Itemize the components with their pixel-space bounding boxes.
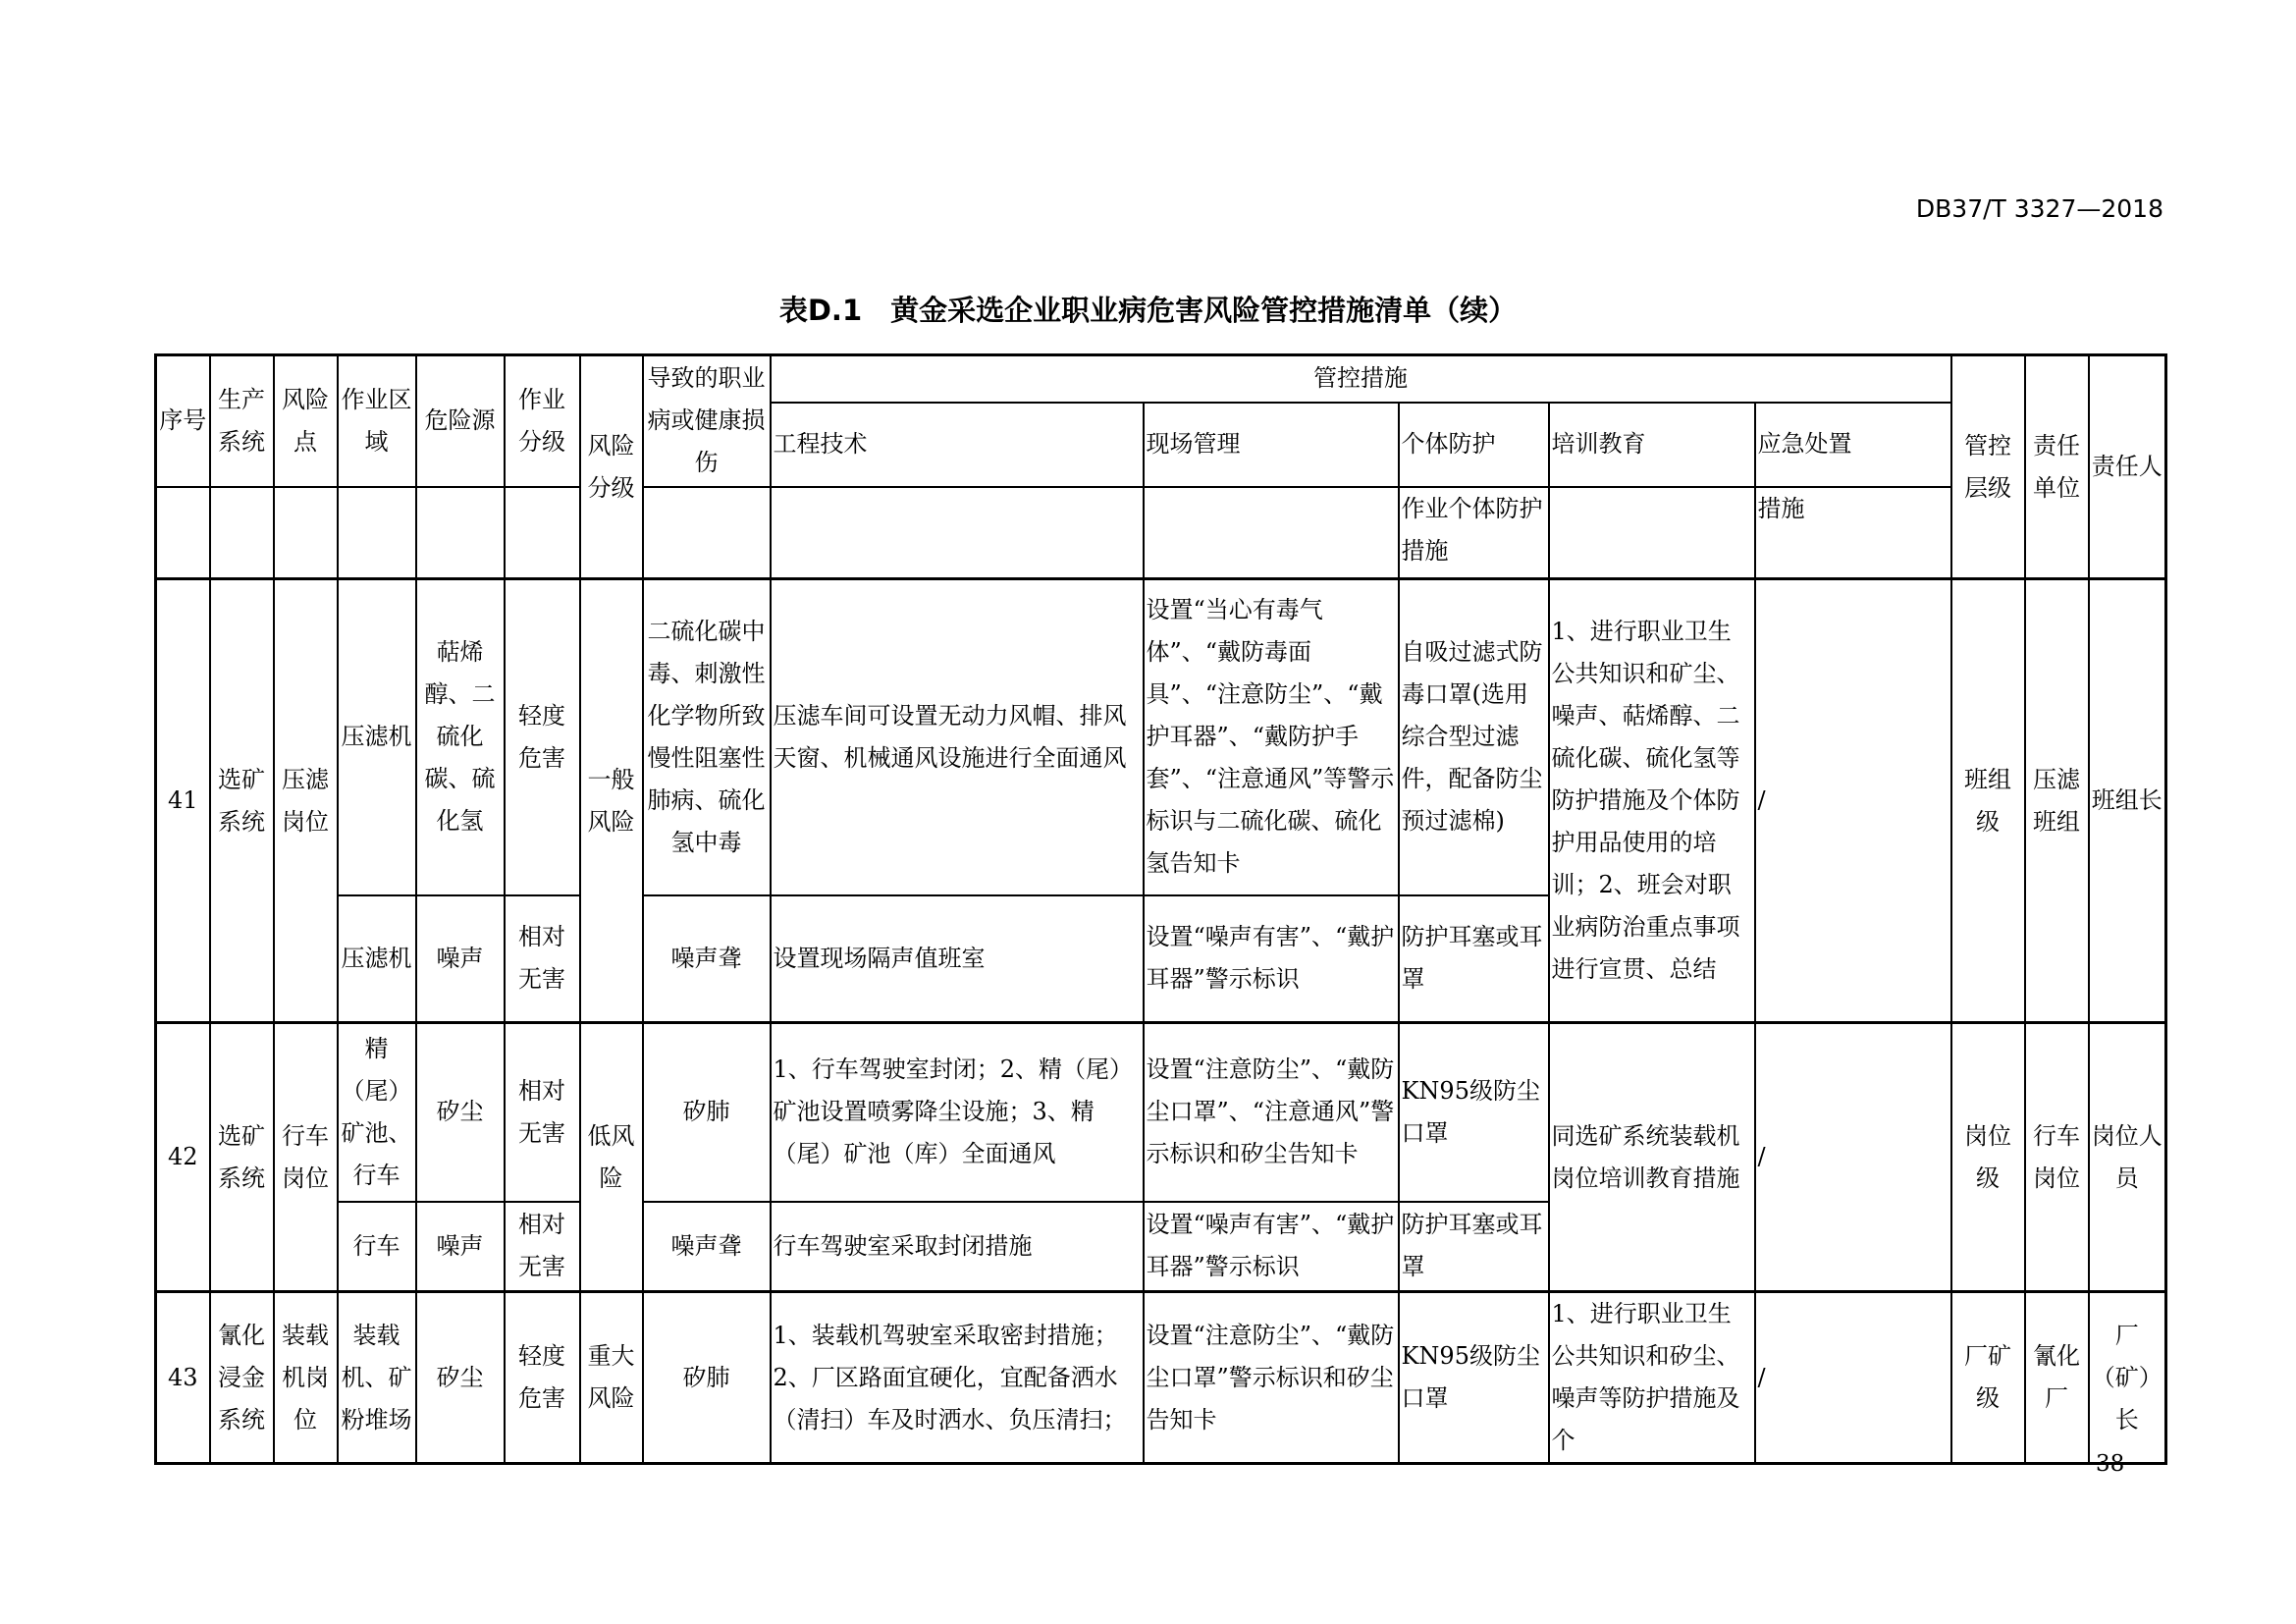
row-work-area: 压滤机 [338,579,416,895]
row-hazard: 噪声 [416,1202,505,1292]
row-work-grade: 轻度危害 [505,579,580,895]
header-blank [771,487,1144,579]
header-engineering: 工程技术 [771,403,1144,487]
row-hazard: 矽尘 [416,1023,505,1202]
header-ppe: 个体防护 [1399,403,1549,487]
header-blank [1549,487,1755,579]
header-blank [1144,487,1399,579]
row-ppe: 防护耳塞或耳罩 [1399,895,1549,1023]
row-training: 同选矿系统装载机岗位培训教育措施 [1549,1023,1755,1292]
row-engineering: 行车驾驶室采取封闭措施 [771,1202,1144,1292]
row-site: 设置“噪声有害”、“戴护耳器”警示标识 [1144,1202,1399,1292]
row-disease: 矽肺 [643,1023,771,1202]
row-resp-unit: 氰化厂 [2025,1292,2089,1464]
row-work-area: 行车 [338,1202,416,1292]
row-engineering: 压滤车间可设置无动力风帽、排风天窗、机械通风设施进行全面通风 [771,579,1144,895]
header-row [156,487,2166,579]
table-title: 表D.1 黄金采选企业职业病危害风险管控措施清单（续） [778,294,1518,327]
row-seq: 43 [156,1292,210,1464]
row-seq: 42 [156,1023,210,1292]
header-resp-unit: 责任单位 [2025,355,2089,579]
row-risk-grade: 一般风险 [580,579,643,1023]
header-control-measures: 管控措施 [771,355,1951,403]
row-seq: 41 [156,579,210,1023]
row-resp-person: 班组长 [2089,579,2166,1023]
header-ppe-sub: 作业个体防护措施 [1399,487,1549,579]
row-risk-point: 装载机岗位 [274,1292,338,1464]
row-hazard: 萜烯醇、二硫化碳、硫化氢 [416,579,505,895]
row-engineering: 1、装载机驾驶室采取密封措施；2、厂区路面宜硬化，宜配备洒水（清扫）车及时洒水、负压清扫； [771,1292,1144,1464]
row-emergency: / [1755,579,1951,1023]
header-blank [643,487,771,579]
row-emergency: / [1755,1292,1951,1464]
table-row [156,1023,2166,1202]
standard-code: DB37/T 3327—2018 [1915,194,2163,223]
row-system: 选矿系统 [210,579,274,1023]
row-risk-point: 行车岗位 [274,1023,338,1292]
header-hazard: 危险源 [416,355,505,487]
header-risk-grade: 风险分级 [580,355,643,579]
row-disease: 矽肺 [643,1292,771,1464]
row-system: 氰化浸金系统 [210,1292,274,1464]
header-emergency-sub: 措施 [1755,487,1951,579]
header-disease: 导致的职业病或健康损伤 [643,355,771,487]
row-disease: 噪声聋 [643,1202,771,1292]
row-risk-point: 压滤岗位 [274,579,338,1023]
row-resp-person: 岗位人员 [2089,1023,2166,1292]
row-hazard: 噪声 [416,895,505,1023]
header-blank [210,487,274,579]
header-risk-point: 风险点 [274,355,338,487]
row-control-level: 厂矿级 [1951,1292,2025,1464]
header-row [156,355,2166,403]
header-emergency: 应急处置 [1755,403,1951,487]
header-blank [338,487,416,579]
row-disease: 二硫化碳中毒、刺激性化学物所致慢性阻塞性肺病、硫化氢中毒 [643,579,771,895]
table-row [156,579,2166,895]
row-ppe: KN95级防尘口罩 [1399,1292,1549,1464]
row-engineering: 1、行车驾驶室封闭；2、精（尾）矿池设置喷雾降尘设施；3、精（尾）矿池（库）全面通风 [771,1023,1144,1202]
table-row [156,1292,2166,1464]
header-work-grade: 作业分级 [505,355,580,487]
row-risk-grade: 低风险 [580,1023,643,1292]
row-site: 设置“注意防尘”、“戴防尘口罩”警示标识和矽尘告知卡 [1144,1292,1399,1464]
header-seq: 序号 [156,355,210,487]
header-control-level: 管控层级 [1951,355,2025,579]
page-number: 38 [2096,1451,2125,1477]
row-work-grade: 相对无害 [505,895,580,1023]
row-training: 1、进行职业卫生公共知识和矿尘、噪声、萜烯醇、二硫化碳、硫化氢等防护措施及个体防护用品使用的培训；2、班会对职业病防治重点事项进行宣贯、总结 [1549,579,1755,1023]
row-ppe: KN95级防尘口罩 [1399,1023,1549,1202]
row-work-area: 压滤机 [338,895,416,1023]
header-blank [505,487,580,579]
row-site: 设置“注意防尘”、“戴防尘口罩”、“注意通风”警示标识和矽尘告知卡 [1144,1023,1399,1202]
row-work-grade: 轻度危害 [505,1292,580,1464]
row-disease: 噪声聋 [643,895,771,1023]
row-work-grade: 相对无害 [505,1202,580,1292]
row-system: 选矿系统 [210,1023,274,1292]
row-work-area: 精（尾）矿池、行车 [338,1023,416,1202]
header-site: 现场管理 [1144,403,1399,487]
row-emergency: / [1755,1023,1951,1292]
row-ppe: 防护耳塞或耳罩 [1399,1202,1549,1292]
row-engineering: 设置现场隔声值班室 [771,895,1144,1023]
row-hazard: 矽尘 [416,1292,505,1464]
row-site: 设置“噪声有害”、“戴护耳器”警示标识 [1144,895,1399,1023]
header-work-area: 作业区域 [338,355,416,487]
row-work-grade: 相对无害 [505,1023,580,1202]
header-resp-person: 责任人 [2089,355,2166,579]
row-site: 设置“当心有毒气体”、“戴防毒面具”、“注意防尘”、“戴护耳器”、“戴防护手套”、“注意通风”等警示标识与二硫化碳、硫化氢告知卡 [1144,579,1399,895]
header-system: 生产系统 [210,355,274,487]
header-training: 培训教育 [1549,403,1755,487]
row-resp-unit: 压滤班组 [2025,579,2089,1023]
header-blank [156,487,210,579]
header-blank [416,487,505,579]
row-training: 1、进行职业卫生公共知识和矽尘、噪声等防护措施及个 [1549,1292,1755,1464]
row-work-area: 装载机、矿粉堆场 [338,1292,416,1464]
row-ppe: 自吸过滤式防毒口罩(选用综合型过滤件，配备防尘预过滤棉) [1399,579,1549,895]
row-resp-person: 厂（矿）长 [2089,1292,2166,1464]
header-blank [274,487,338,579]
row-control-level: 岗位级 [1951,1023,2025,1292]
risk-control-table [154,353,2167,1465]
row-resp-unit: 行车岗位 [2025,1023,2089,1292]
row-control-level: 班组级 [1951,579,2025,1023]
row-risk-grade: 重大风险 [580,1292,643,1464]
